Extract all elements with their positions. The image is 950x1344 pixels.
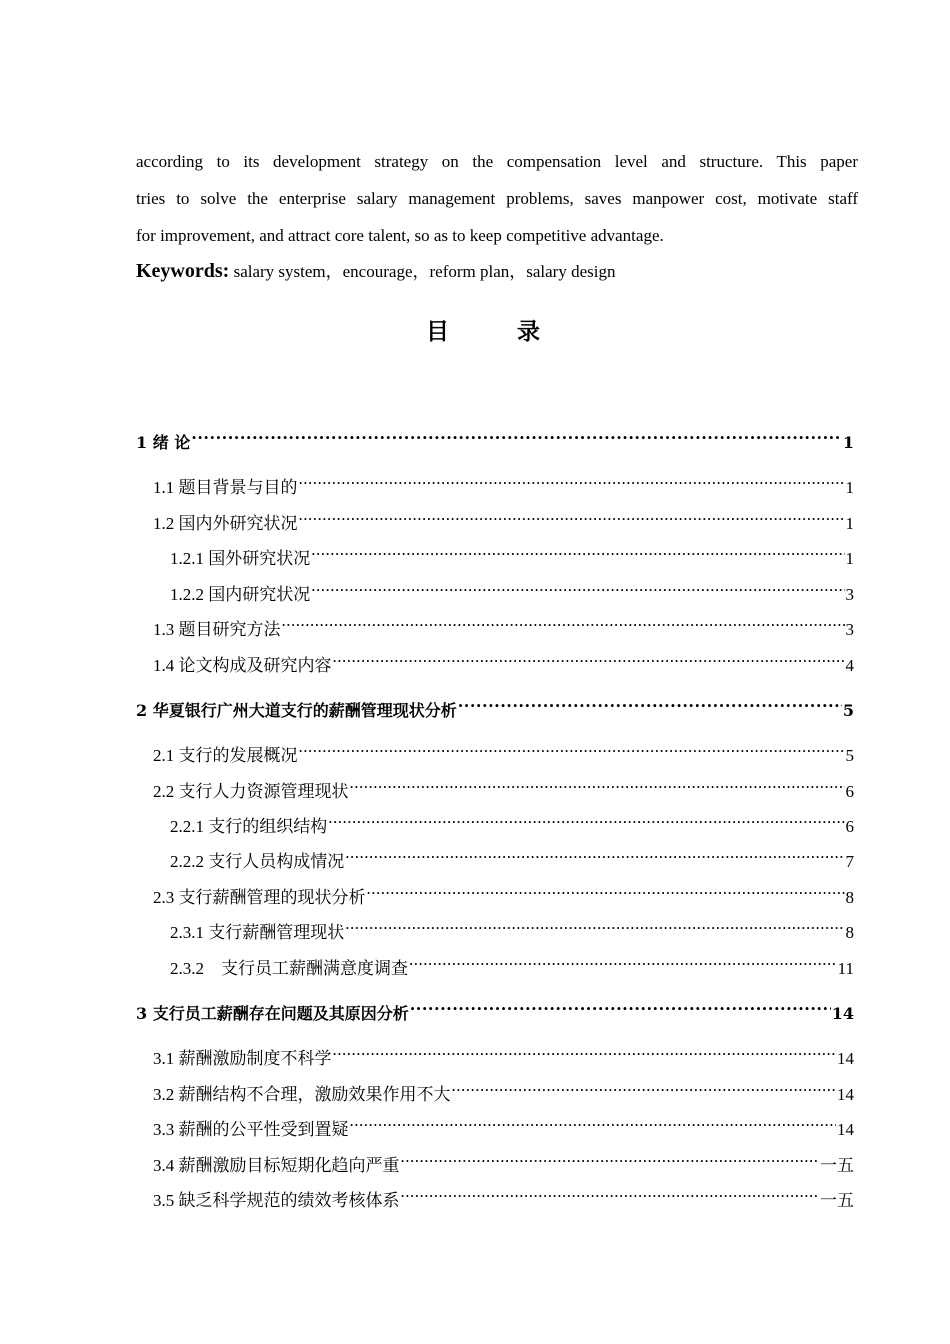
toc-title: 目 录 [425,319,570,345]
toc-page-number: 6 [845,782,854,801]
toc-entry-label: 2.3 支行薪酬管理的现状分析 [153,888,366,907]
toc-page-number: 5 [845,746,854,765]
toc-entry[interactable] [153,647,854,678]
toc-page-number: 3 [845,585,854,604]
toc-leader-dots [299,505,845,529]
toc-page-number: 11 [837,959,854,978]
toc-entry[interactable] [153,1111,854,1142]
keywords-label: Keywords: [136,260,230,282]
toc-entry[interactable] [153,1040,854,1071]
toc-page-number: 8 [845,888,854,907]
toc-entry-label: 2.3.1 支行薪酬管理现状 [170,923,345,942]
toc-leader-dots [299,469,845,493]
toc-leader-dots [282,611,845,635]
toc-leader-dots [345,843,844,867]
toc-leader-dots [401,1147,820,1171]
toc-entry-label: 3.2 薪酬结构不合理，激励效果作用不大 [153,1085,451,1104]
toc-leader-dots [191,424,842,448]
toc-entry-label: 1.2.1 国外研究状况 [170,549,311,568]
toc-entry[interactable] [170,808,854,839]
toc-entry[interactable] [153,1076,854,1107]
toc-page-number: 4 [845,656,854,675]
toc-entry-label: 1.1 题目背景与目的 [153,478,298,497]
toc-leader-dots [299,737,845,761]
toc-entry-label: 3.5 缺乏科学规范的绩效考核体系 [153,1191,400,1210]
toc-entry-label: 1.4 论文构成及研究内容 [153,656,332,675]
toc-entry[interactable] [153,1147,854,1178]
toc-entry[interactable] [170,950,854,981]
toc-entry[interactable] [170,843,854,874]
toc-entry[interactable] [136,692,854,723]
toc-entry[interactable] [170,576,854,607]
toc-leader-dots [311,576,844,600]
toc-page-number: 1 [845,514,854,533]
toc-entry[interactable] [170,540,854,571]
toc-entry-label: 3.3 薪酬的公平性受到置疑 [153,1120,349,1139]
abstract-line: according to its development strategy on the compensation level and structure. This paper [136,152,858,171]
toc-entry[interactable] [136,995,854,1026]
toc-leader-dots [367,879,845,903]
toc-leader-dots [350,773,845,797]
toc-leader-dots [328,808,844,832]
toc-leader-dots [458,692,842,716]
toc-page-number: 1 [845,549,854,568]
toc-entry[interactable] [170,914,854,945]
toc-page-number: 6 [845,817,854,836]
toc-entry-label: 1.2.2 国内研究状况 [170,585,311,604]
toc-entry[interactable] [136,424,854,455]
toc-entry-label: 2 华夏银行广州大道支行的薪酬管理现状分析 [136,701,457,720]
toc-leader-dots [311,540,844,564]
toc-leader-dots [345,914,844,938]
toc-leader-dots [410,995,831,1019]
toc-page-number: 1 [842,433,854,452]
toc-page-number: 7 [845,852,854,871]
toc-leader-dots [452,1076,837,1100]
toc-leader-dots [333,647,845,671]
toc-entry[interactable] [153,469,854,500]
toc-entry-label: 1 绪 论 [136,433,191,452]
toc-page-number: 3 [845,620,854,639]
toc-entry[interactable] [153,1182,854,1213]
toc-leader-dots [401,1182,820,1206]
toc-page-number: 14 [837,1120,854,1139]
toc-entry-label: 2.2.2 支行人员构成情况 [170,852,345,871]
keywords-text: salary system，encourage，reform plan，salary design [229,262,616,281]
toc-entry-label: 1.3 题目研究方法 [153,620,281,639]
abstract-line: for improvement, and attract core talent, so as to keep competitive advantage. [136,226,664,245]
toc-page-number: 一五 [820,1156,854,1175]
toc-entry-label: 3.1 薪酬激励制度不科学 [153,1049,332,1068]
toc-entry[interactable] [153,737,854,768]
toc-page-number: 一五 [820,1191,854,1210]
toc-leader-dots [409,950,837,974]
toc-page-number: 14 [837,1049,854,1068]
toc-entry[interactable] [153,611,854,642]
toc-entry-label: 2.1 支行的发展概况 [153,746,298,765]
toc-page-number: 8 [845,923,854,942]
toc-entry[interactable] [153,773,854,804]
toc-leader-dots [350,1111,837,1135]
toc-page-number: 5 [842,701,854,720]
toc-entry-label: 3.4 薪酬激励目标短期化趋向严重 [153,1156,400,1175]
toc-entry[interactable] [153,879,854,910]
toc-entry[interactable] [153,505,854,536]
toc-entry-label: 3 支行员工薪酬存在问题及其原因分析 [136,1004,409,1023]
toc-entry-label: 2.2 支行人力资源管理现状 [153,782,349,801]
toc-page-number: 14 [837,1085,854,1104]
toc-page-number: 14 [831,1004,854,1023]
abstract-line: tries to solve the enterprise salary management problems, saves manpower cost, motivate staff [136,189,858,208]
toc-leader-dots [333,1040,837,1064]
toc-entry-label: 2.3.2 支行员工薪酬满意度调查 [170,959,408,978]
toc-entry-label: 1.2 国内外研究状况 [153,514,298,533]
toc-page-number: 1 [845,478,854,497]
toc-entry-label: 2.2.1 支行的组织结构 [170,817,328,836]
